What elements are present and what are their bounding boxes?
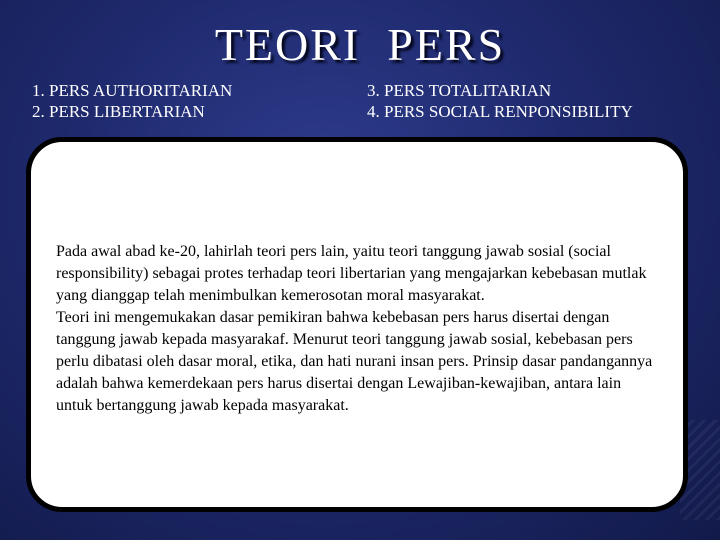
body-line: responsibility) sebagai protes terhadap teori libertarian yang mengajarkan kebebasan mutlak — [56, 265, 647, 282]
body-line: Pada awal abad ke-20, lahirlah teori pers lain, yaitu teori tanggung jawab sosial (social — [56, 243, 611, 260]
pers-list-left — [32, 80, 232, 122]
list-item: 3. PERS TOTALITARIAN — [367, 81, 552, 100]
pers-list-right — [367, 80, 633, 122]
body-text — [56, 241, 720, 451]
body-line: perlu dibatasi oleh dasar moral, etika, dan hati nurani insan pers. Prinsip dasar pandangannya — [56, 353, 653, 370]
list-item: 2. PERS LIBERTARIAN — [32, 102, 205, 121]
body-line: untuk bertanggung jawab kepada masyarakat. — [56, 397, 349, 414]
list-item: 1. PERS AUTHORITARIAN — [32, 81, 233, 100]
body-line: yang dianggap telah menimbulkan kemerosotan moral masyarakat. — [56, 287, 485, 304]
list-item: 4. PERS SOCIAL RENPONSIBILITY — [367, 102, 633, 121]
body-line: adalah bahwa kemerdekaan pers harus disertai dengan Lewajiban-kewajiban, antara lain — [56, 375, 622, 392]
body-line: Teori ini mengemukakan dasar pemikiran bahwa kebebasan pers harus disertai dengan — [56, 309, 610, 326]
body-line: tanggung jawab kepada masyarakaf. Menurut teori tanggung jawab sosial, kebebasan pers — [56, 331, 633, 348]
slide-title: TEORI PERS — [214, 19, 506, 70]
